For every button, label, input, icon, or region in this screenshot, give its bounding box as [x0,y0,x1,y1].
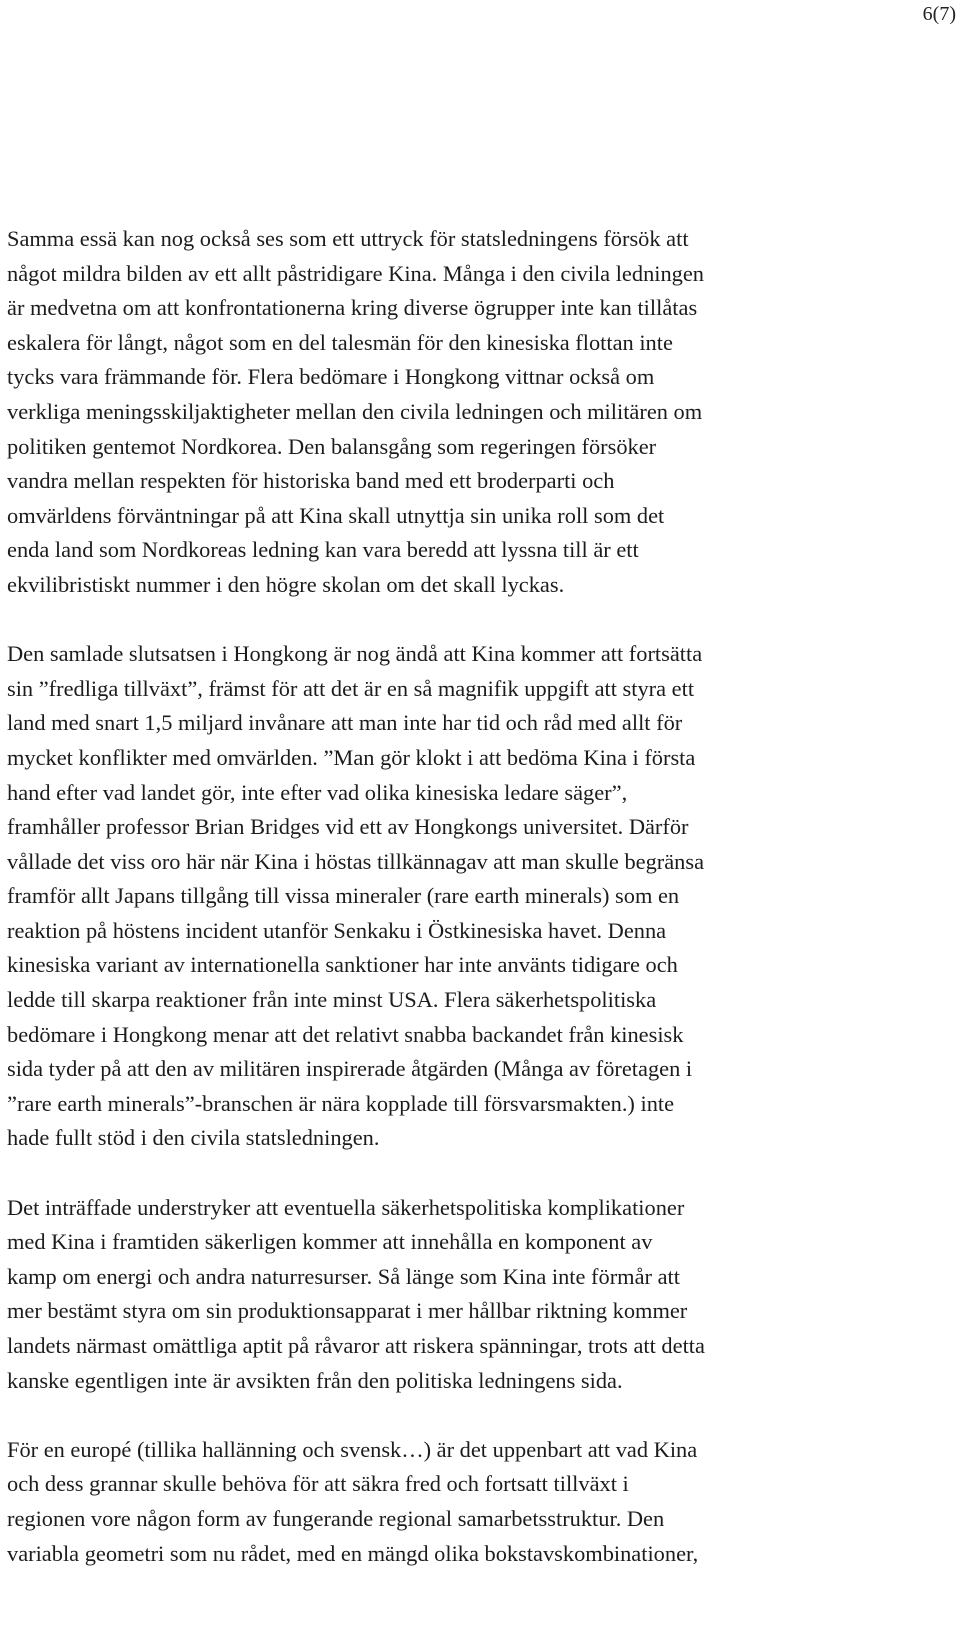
text-line: framhåller professor Brian Bridges vid ett av Hongkongs universitet. Därför [7,814,689,840]
page-number: 6(7) [922,3,956,25]
text-line: hade fullt stöd i den civila statsledningen. [7,1125,380,1151]
paragraph-1 [7,222,829,603]
text-line: kanske egentligen inte är avsikten från den politiska ledningens sida. [7,1367,623,1393]
text-line: och dess grannar skulle behöva för att säkra fred och fortsatt tillväxt i [7,1471,629,1497]
text-line: eskalera för långt, något som en del talesmän för den kinesiska flottan inte [7,329,673,355]
text-line: ekvilibristiskt nummer i den högre skolan om det skall lyckas. [7,571,565,597]
text-line: regionen vore någon form av fungerande regional samarbetsstruktur. Den [7,1505,665,1531]
text-line: Det inträffade understryker att eventuella säkerhetspolitiska komplikationer [7,1194,685,1220]
text-line: variabla geometri som nu rådet, med en mängd olika bokstavskombinationer, [7,1540,699,1566]
text-line: bedömare i Hongkong menar att det relativt snabba backandet från kinesisk [7,1021,684,1047]
text-line: är medvetna om att konfrontationerna kring diverse ögrupper inte kan tillåtas [7,295,698,321]
text-line: vållade det viss oro här när Kina i höstas tillkännagav att man skulle begränsa [7,848,705,874]
text-line: tycks vara främmande för. Flera bedömare i Hongkong vittnar också om [7,364,655,390]
text-line: landets närmast omättliga aptit på råvaror att riskera spänningar, trots att detta [7,1333,705,1358]
paragraph-3 [7,1191,829,1399]
text-line: framför allt Japans tillgång till vissa mineraler (rare earth minerals) som en [7,883,680,909]
text-line: sin ”fredliga tillväxt”, främst för att det är en så magnifik uppgift att styra ett [7,675,695,701]
text-line: reaktion på höstens incident utanför Senkaku i Östkinesiska havet. Denna [7,917,667,943]
text-line: omvärldens förväntningar på att Kina skall utnyttja sin unika roll som det [7,502,665,528]
text-line: mycket konflikter med omvärlden. ”Man gör klokt i att bedöma Kina i första [7,744,696,770]
paragraph-2 [7,637,829,1156]
text-line: ledde till skarpa reaktioner från inte minst USA. Flera säkerhetspolitiska [7,987,657,1013]
text-line: Samma essä kan nog också ses som ett uttryck för statsledningens försök att [7,226,689,251]
text-line: kamp om energi och andra naturresurser. Så länge som Kina inte förmår att [7,1263,680,1289]
text-line: land med snart 1,5 miljard invånare att man inte har tid och råd med allt för [7,710,683,736]
paragraph-4 [7,1433,829,1571]
text-line: enda land som Nordkoreas ledning kan vara beredd att lyssna till är ett [7,537,639,563]
text-line: vandra mellan respekten för historiska band med ett broderparti och [7,468,615,494]
text-line: ”rare earth minerals”-branschen är nära kopplade till försvarsmakten.) inte [7,1090,675,1116]
text-line: med Kina i framtiden säkerligen kommer att innehålla en komponent av [7,1229,653,1255]
text-line: För en europé (tillika hallänning och svensk…) är det uppenbart att vad Kina [7,1436,698,1462]
text-line: politiken gentemot Nordkorea. Den balansgång som regeringen försöker [7,433,657,459]
text-line: mer bestämt styra om sin produktionsapparat i mer hållbar riktning kommer [7,1298,688,1324]
text-line: Den samlade slutsatsen i Hongkong är nog ändå att Kina kommer att fortsätta [7,641,703,667]
text-line: hand efter vad landet gör, inte efter vad olika kinesiska ledare säger”, [7,779,628,805]
text-line: kinesiska variant av internationella sanktioner har inte använts tidigare och [7,952,678,978]
text-line: något mildra bilden av ett allt påstridigare Kina. Många i den civila ledningen [7,260,705,286]
text-line: sida tyder på att den av militären inspirerade åtgärden (Många av företagen i [7,1056,693,1082]
document-body [7,222,829,1571]
text-line: verkliga meningsskiljaktigheter mellan den civila ledningen och militären om [7,398,703,424]
